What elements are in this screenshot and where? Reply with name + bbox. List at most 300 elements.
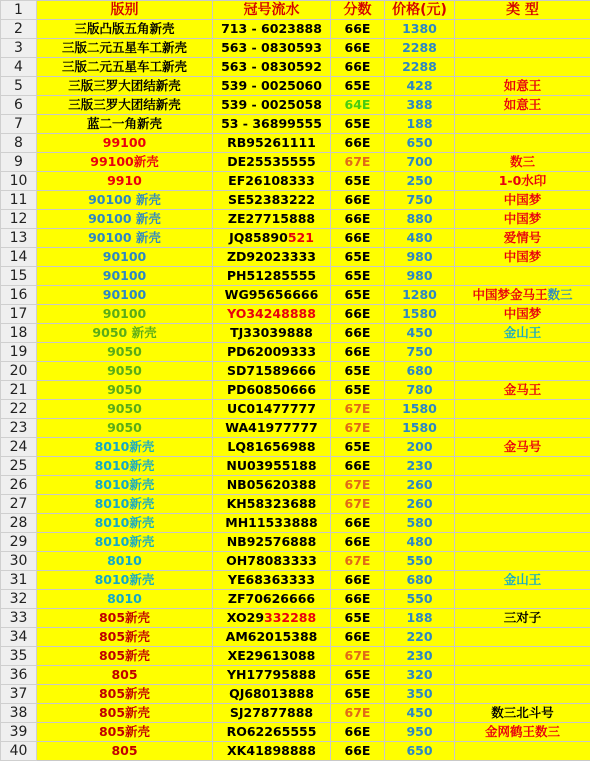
table-row: [1, 96, 590, 115]
cell-score[interactable]: [331, 685, 385, 704]
cell-price[interactable]: [385, 191, 455, 210]
cell-type[interactable]: [455, 742, 590, 761]
cell-text: SD71589666: [227, 363, 316, 378]
cell-type[interactable]: [455, 153, 590, 172]
cell-edition[interactable]: [37, 210, 213, 229]
cell-edition[interactable]: [37, 457, 213, 476]
cell-text: 9910: [107, 173, 142, 188]
row-number[interactable]: 16: [1, 286, 37, 305]
row-number[interactable]: 3: [1, 39, 37, 58]
cell-edition[interactable]: [37, 723, 213, 742]
cell-edition[interactable]: [37, 20, 213, 39]
cell-text: 65E: [344, 363, 371, 378]
cell-type[interactable]: [455, 248, 590, 267]
table-row: [1, 58, 590, 77]
cell-serial[interactable]: [213, 39, 331, 58]
cell-serial[interactable]: [213, 153, 331, 172]
table-row: [1, 685, 590, 704]
cell-score[interactable]: [331, 20, 385, 39]
cell-serial[interactable]: [213, 172, 331, 191]
cell-edition[interactable]: [37, 438, 213, 457]
cell-serial[interactable]: [213, 666, 331, 685]
cell-edition[interactable]: [37, 305, 213, 324]
cell-price[interactable]: [385, 381, 455, 400]
row-number[interactable]: 5: [1, 77, 37, 96]
cell-edition[interactable]: [37, 590, 213, 609]
cell-edition[interactable]: [37, 153, 213, 172]
cell-text: 780: [406, 382, 433, 397]
cell-price[interactable]: [385, 742, 455, 761]
cell-price[interactable]: [385, 305, 455, 324]
cell-text: 480: [406, 230, 433, 245]
table-row: [1, 172, 590, 191]
cell-edition[interactable]: [37, 476, 213, 495]
cell-text: 67E: [344, 477, 371, 492]
cell-text: 8010新壳: [94, 534, 155, 549]
cell-type[interactable]: [455, 96, 590, 115]
cell-text: 220: [406, 629, 433, 644]
cell-text: 8010新壳: [94, 477, 155, 492]
cell-text: 90100: [102, 268, 147, 283]
row-number[interactable]: 10: [1, 172, 37, 191]
row-number[interactable]: 6: [1, 96, 37, 115]
cell-type[interactable]: [455, 324, 590, 343]
cell-edition[interactable]: [37, 514, 213, 533]
cell-score[interactable]: [331, 419, 385, 438]
row-number[interactable]: 2: [1, 20, 37, 39]
cell-price[interactable]: [385, 58, 455, 77]
cell-score[interactable]: [331, 172, 385, 191]
cell-price[interactable]: [385, 666, 455, 685]
cell-type[interactable]: [455, 628, 590, 647]
cell-serial[interactable]: [213, 704, 331, 723]
cell-edition[interactable]: [37, 324, 213, 343]
cell-serial[interactable]: [213, 609, 331, 628]
cell-serial[interactable]: [213, 248, 331, 267]
cell-type[interactable]: [455, 267, 590, 286]
cell-edition[interactable]: [37, 533, 213, 552]
row-number[interactable]: 18: [1, 324, 37, 343]
cell-score[interactable]: [331, 533, 385, 552]
cell-text: 66E: [344, 629, 371, 644]
row-number[interactable]: 28: [1, 514, 37, 533]
cell-text: 250: [406, 173, 433, 188]
cell-type[interactable]: [455, 590, 590, 609]
cell-text: WA41977777: [225, 420, 318, 435]
row-number[interactable]: 33: [1, 609, 37, 628]
cell-text: 200: [406, 439, 433, 454]
cell-score[interactable]: [331, 552, 385, 571]
cell-text: 805新壳: [98, 610, 151, 625]
cell-serial[interactable]: [213, 77, 331, 96]
cell-edition[interactable]: [37, 666, 213, 685]
cell-text: 805新壳: [98, 648, 151, 663]
cell-serial[interactable]: [213, 476, 331, 495]
cell-score[interactable]: [331, 476, 385, 495]
sheet-body: [1, 1, 590, 761]
cell-type[interactable]: [455, 134, 590, 153]
cell-serial[interactable]: [213, 362, 331, 381]
cell-score[interactable]: [331, 286, 385, 305]
row-number[interactable]: 39: [1, 723, 37, 742]
cell-score[interactable]: [331, 267, 385, 286]
cell-type[interactable]: [455, 77, 590, 96]
cell-edition[interactable]: [37, 495, 213, 514]
cell-edition[interactable]: [37, 381, 213, 400]
row-number[interactable]: 19: [1, 343, 37, 362]
cell-text: 90100 新壳: [88, 192, 161, 207]
row-number[interactable]: 1: [1, 1, 37, 20]
cell-edition[interactable]: [37, 400, 213, 419]
cell-text: 9050: [107, 420, 142, 435]
cell-score[interactable]: [331, 248, 385, 267]
cell-type[interactable]: [455, 552, 590, 571]
cell-score[interactable]: [331, 571, 385, 590]
cell-score[interactable]: [331, 400, 385, 419]
cell-edition[interactable]: [37, 609, 213, 628]
cell-score[interactable]: [331, 742, 385, 761]
cell-text: WG95656666: [224, 287, 319, 302]
cell-serial[interactable]: [213, 58, 331, 77]
cell-price[interactable]: [385, 419, 455, 438]
cell-text: 90100 新壳: [88, 230, 161, 245]
cell-edition[interactable]: [37, 685, 213, 704]
cell-type[interactable]: [455, 229, 590, 248]
cell-edition[interactable]: [37, 248, 213, 267]
cell-price[interactable]: [385, 343, 455, 362]
cell-score[interactable]: [331, 115, 385, 134]
cell-text: 550: [406, 591, 433, 606]
cell-price[interactable]: [385, 134, 455, 153]
cell-type[interactable]: [455, 362, 590, 381]
row-number[interactable]: 27: [1, 495, 37, 514]
row-number[interactable]: 38: [1, 704, 37, 723]
cell-text: 805新壳: [98, 686, 151, 701]
row-number[interactable]: 26: [1, 476, 37, 495]
cell-serial[interactable]: [213, 514, 331, 533]
cell-text: 蓝二一角新壳: [86, 116, 162, 131]
cell-price[interactable]: [385, 552, 455, 571]
cell-score[interactable]: [331, 704, 385, 723]
cell-score[interactable]: [331, 647, 385, 666]
row-number[interactable]: 23: [1, 419, 37, 438]
table-row: [1, 343, 590, 362]
cell-price[interactable]: [385, 153, 455, 172]
cell-type[interactable]: [455, 286, 590, 305]
cell-serial[interactable]: [213, 286, 331, 305]
cell-text: 66E: [344, 211, 371, 226]
row-number[interactable]: 25: [1, 457, 37, 476]
cell-text: 8010新壳: [94, 515, 155, 530]
cell-edition[interactable]: [37, 343, 213, 362]
cell-text: PH51285555: [226, 268, 317, 283]
cell-price[interactable]: [385, 210, 455, 229]
cell-serial[interactable]: [213, 324, 331, 343]
row-number[interactable]: 15: [1, 267, 37, 286]
cell-type[interactable]: [455, 476, 590, 495]
cell-score[interactable]: [331, 590, 385, 609]
row-number[interactable]: 22: [1, 400, 37, 419]
cell-text: 67E: [344, 401, 371, 416]
cell-serial[interactable]: [213, 134, 331, 153]
cell-text: 980: [406, 249, 433, 264]
cell-score[interactable]: [331, 210, 385, 229]
cell-serial[interactable]: [213, 210, 331, 229]
cell-serial[interactable]: [213, 381, 331, 400]
cell-type[interactable]: [455, 533, 590, 552]
cell-serial[interactable]: [213, 457, 331, 476]
row-number[interactable]: 11: [1, 191, 37, 210]
cell-serial[interactable]: [213, 495, 331, 514]
cell-price[interactable]: [385, 495, 455, 514]
cell-edition[interactable]: [37, 286, 213, 305]
row-number[interactable]: 37: [1, 685, 37, 704]
cell-edition[interactable]: [37, 647, 213, 666]
cell-type[interactable]: [455, 647, 590, 666]
cell-score[interactable]: [331, 324, 385, 343]
cell-score[interactable]: [331, 153, 385, 172]
table-row: [1, 533, 590, 552]
cell-price[interactable]: [385, 533, 455, 552]
cell-text: 67E: [344, 705, 371, 720]
cell-serial[interactable]: [213, 685, 331, 704]
cell-text: 如意王: [503, 97, 542, 112]
cell-serial[interactable]: [213, 590, 331, 609]
cell-score[interactable]: [331, 191, 385, 210]
cell-type[interactable]: [455, 571, 590, 590]
cell-serial[interactable]: [213, 438, 331, 457]
cell-serial[interactable]: [213, 419, 331, 438]
header-cell-edition[interactable]: 版别: [37, 1, 213, 20]
cell-serial[interactable]: [213, 723, 331, 742]
cell-price[interactable]: [385, 704, 455, 723]
cell-price[interactable]: [385, 39, 455, 58]
cell-price[interactable]: [385, 172, 455, 191]
cell-edition[interactable]: [37, 571, 213, 590]
cell-edition[interactable]: [37, 267, 213, 286]
header-cell-score[interactable]: 分数: [331, 1, 385, 20]
cell-price[interactable]: [385, 248, 455, 267]
cell-score[interactable]: [331, 628, 385, 647]
table-row: [1, 628, 590, 647]
cell-serial[interactable]: [213, 267, 331, 286]
cell-score[interactable]: [331, 438, 385, 457]
cell-score[interactable]: [331, 362, 385, 381]
table-row: [1, 134, 590, 153]
table-row: [1, 647, 590, 666]
cell-edition[interactable]: [37, 191, 213, 210]
cell-edition[interactable]: [37, 419, 213, 438]
cell-score[interactable]: [331, 609, 385, 628]
cell-serial[interactable]: [213, 229, 331, 248]
cell-edition[interactable]: [37, 628, 213, 647]
row-number[interactable]: 29: [1, 533, 37, 552]
cell-type[interactable]: [455, 343, 590, 362]
cell-price[interactable]: [385, 571, 455, 590]
cell-serial[interactable]: [213, 20, 331, 39]
cell-score[interactable]: [331, 229, 385, 248]
cell-text: 1380: [402, 21, 437, 36]
cell-score[interactable]: [331, 514, 385, 533]
cell-serial[interactable]: [213, 191, 331, 210]
row-number[interactable]: 34: [1, 628, 37, 647]
cell-serial[interactable]: [213, 533, 331, 552]
cell-price[interactable]: [385, 476, 455, 495]
row-number[interactable]: 9: [1, 153, 37, 172]
row-number[interactable]: 35: [1, 647, 37, 666]
cell-price[interactable]: [385, 96, 455, 115]
cell-type[interactable]: [455, 305, 590, 324]
row-number[interactable]: 31: [1, 571, 37, 590]
cell-score[interactable]: [331, 723, 385, 742]
cell-edition[interactable]: [37, 96, 213, 115]
cell-price[interactable]: [385, 324, 455, 343]
cell-price[interactable]: [385, 647, 455, 666]
cell-score[interactable]: [331, 381, 385, 400]
cell-price[interactable]: [385, 723, 455, 742]
cell-text: 880: [406, 211, 433, 226]
cell-price[interactable]: [385, 685, 455, 704]
cell-text: 539 - 0025058: [221, 97, 322, 112]
cell-text: 8010: [107, 553, 142, 568]
cell-text: 260: [406, 496, 433, 511]
cell-text: 230: [406, 648, 433, 663]
cell-text: 三版三罗大团结新壳: [68, 78, 181, 93]
cell-price[interactable]: [385, 438, 455, 457]
cell-text: 9050: [107, 344, 142, 359]
cell-type[interactable]: [455, 115, 590, 134]
row-number[interactable]: 20: [1, 362, 37, 381]
cell-price[interactable]: [385, 20, 455, 39]
cell-type[interactable]: [455, 400, 590, 419]
cell-text: 805: [111, 667, 138, 682]
cell-type[interactable]: [455, 172, 590, 191]
cell-type[interactable]: [455, 495, 590, 514]
cell-price[interactable]: [385, 362, 455, 381]
cell-serial[interactable]: [213, 571, 331, 590]
cell-price[interactable]: [385, 400, 455, 419]
row-number[interactable]: 21: [1, 381, 37, 400]
cell-price[interactable]: [385, 457, 455, 476]
header-cell-price[interactable]: 价格(元): [385, 1, 455, 20]
cell-text: ZE27715888: [227, 211, 316, 226]
cell-edition[interactable]: [37, 362, 213, 381]
cell-type[interactable]: [455, 381, 590, 400]
cell-edition[interactable]: [37, 552, 213, 571]
cell-serial[interactable]: [213, 400, 331, 419]
row-number[interactable]: 12: [1, 210, 37, 229]
cell-type[interactable]: [455, 704, 590, 723]
cell-type[interactable]: [455, 438, 590, 457]
cell-serial[interactable]: [213, 343, 331, 362]
cell-price[interactable]: [385, 77, 455, 96]
cell-price[interactable]: [385, 590, 455, 609]
row-number[interactable]: 4: [1, 58, 37, 77]
cell-score[interactable]: [331, 666, 385, 685]
cell-serial[interactable]: [213, 742, 331, 761]
cell-type[interactable]: [455, 685, 590, 704]
table-row: [1, 666, 590, 685]
cell-type[interactable]: [455, 666, 590, 685]
cell-price[interactable]: [385, 229, 455, 248]
cell-type[interactable]: [455, 58, 590, 77]
cell-price[interactable]: [385, 286, 455, 305]
table-row: [1, 381, 590, 400]
cell-text: 805新壳: [98, 705, 151, 720]
cell-text: EF26108333: [228, 173, 315, 188]
cell-edition[interactable]: [37, 77, 213, 96]
row-number[interactable]: 36: [1, 666, 37, 685]
cell-serial[interactable]: [213, 628, 331, 647]
row-number[interactable]: 24: [1, 438, 37, 457]
cell-price[interactable]: [385, 609, 455, 628]
row-number[interactable]: 32: [1, 590, 37, 609]
cell-serial[interactable]: [213, 96, 331, 115]
table-row: [1, 362, 590, 381]
cell-type[interactable]: [455, 210, 590, 229]
table-row: [1, 742, 590, 761]
cell-edition[interactable]: [37, 742, 213, 761]
cell-edition[interactable]: [37, 39, 213, 58]
cell-edition[interactable]: [37, 134, 213, 153]
cell-score[interactable]: [331, 457, 385, 476]
cell-score[interactable]: [331, 305, 385, 324]
cell-score[interactable]: [331, 96, 385, 115]
row-number[interactable]: 40: [1, 742, 37, 761]
cell-score[interactable]: [331, 134, 385, 153]
header-cell-type[interactable]: 类 型: [455, 1, 590, 20]
cell-score[interactable]: [331, 58, 385, 77]
cell-serial[interactable]: [213, 305, 331, 324]
cell-type[interactable]: [455, 20, 590, 39]
cell-price[interactable]: [385, 628, 455, 647]
cell-price[interactable]: [385, 115, 455, 134]
cell-edition[interactable]: [37, 115, 213, 134]
cell-type[interactable]: [455, 419, 590, 438]
row-number[interactable]: 17: [1, 305, 37, 324]
cell-score[interactable]: [331, 39, 385, 58]
cell-type[interactable]: [455, 609, 590, 628]
cell-type[interactable]: [455, 514, 590, 533]
row-number[interactable]: 8: [1, 134, 37, 153]
cell-edition[interactable]: [37, 229, 213, 248]
cell-price[interactable]: [385, 514, 455, 533]
row-number[interactable]: 30: [1, 552, 37, 571]
cell-type[interactable]: [455, 39, 590, 58]
cell-score[interactable]: [331, 495, 385, 514]
cell-serial[interactable]: [213, 115, 331, 134]
cell-text: 320: [406, 667, 433, 682]
row-number[interactable]: 13: [1, 229, 37, 248]
header-cell-serial[interactable]: 冠号流水: [213, 1, 331, 20]
cell-serial[interactable]: [213, 647, 331, 666]
row-number[interactable]: 7: [1, 115, 37, 134]
cell-score[interactable]: [331, 343, 385, 362]
cell-score[interactable]: [331, 77, 385, 96]
cell-edition[interactable]: [37, 704, 213, 723]
cell-serial[interactable]: [213, 552, 331, 571]
table-row: [1, 267, 590, 286]
cell-edition[interactable]: [37, 172, 213, 191]
cell-edition[interactable]: [37, 58, 213, 77]
cell-text: 65E: [344, 173, 371, 188]
cell-type[interactable]: [455, 457, 590, 476]
cell-type[interactable]: [455, 191, 590, 210]
cell-type[interactable]: [455, 723, 590, 742]
cell-price[interactable]: [385, 267, 455, 286]
cell-text: 90100: [102, 306, 147, 321]
row-number[interactable]: 14: [1, 248, 37, 267]
